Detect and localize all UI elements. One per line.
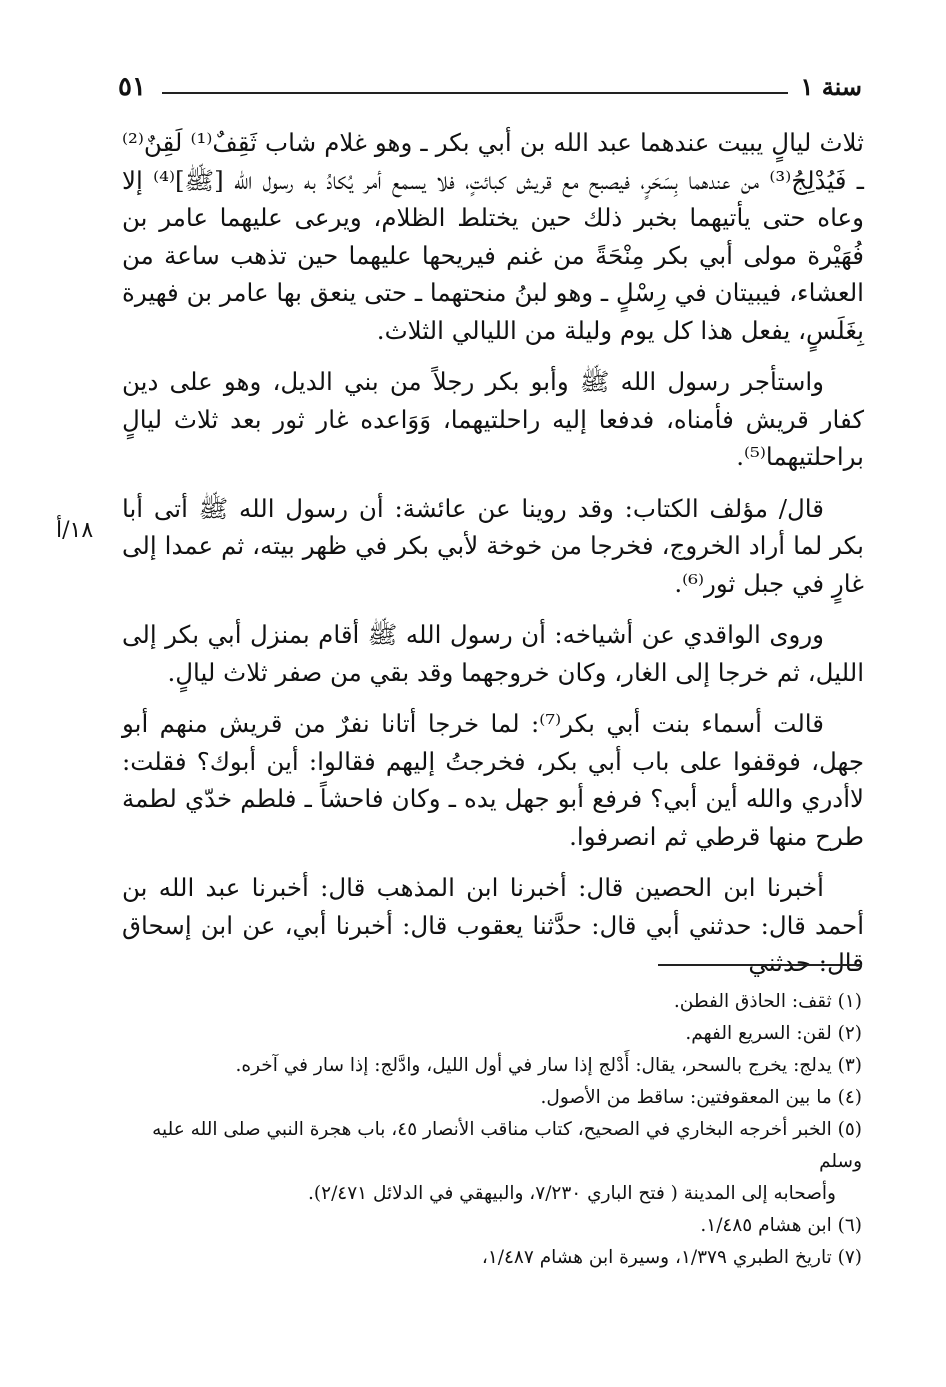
footnote: (١) ثقف: الحاذق الفطن. [673, 991, 862, 1012]
footnote: (٦) ابن هشام ١/٤٨٥. [700, 1215, 862, 1236]
paragraph: وروى الواقدي عن أشياخه: أن رسول الله ﷺ أقام بمنزل أبي بكر إلى الليل، ثم خرجا إلى الغار، وكان خروجهما وقد بقي من صفر ثلاث ليالٍ. [122, 620, 864, 687]
footnote-rule [658, 964, 862, 966]
header-rule [162, 92, 788, 94]
footnote: (٤) ما بين المعقوفتين: ساقط من الأصول. [540, 1087, 862, 1108]
footnote-continuation: وأصحابه إلى المدينة ( فتح الباري ٧/٢٣٠، والبيهقي في الدلائل ٢/٤٧١). [308, 1183, 836, 1204]
footnotes [122, 986, 862, 1274]
paragraph: واستأجر رسول الله ﷺ وأبو بكر رجلاً من بني الديل، وهو على دين كفار قريش فأمناه، فدفعا إليه راحلتيهما، وَوَاعده غار ثور بعد ثلاث ليالٍ براحلتيهما⁽⁵⁾. [122, 367, 864, 471]
footnote: (٣) يدلج: يخرج بالسحر، يقال: أَدْلج إذا سار في أول الليل، وادَّلج: إذا سار في آخره. [235, 1055, 862, 1076]
paragraph: ثلاث ليالٍ يبيت عندهما عبد الله بن أبي بكر ـ وهو غلام شاب ثَقِفٌ⁽¹⁾ لَقِنٌ⁽²⁾ ـ فَيُدْلِجُ⁽³⁾ من عندهما بِسَحَرٍ، فيصبح مع قريش كبائتٍ، فلا يسمع أمر يُكادُ به رسول الله [ﷺ]⁽⁴⁾ إلا وعاه حتى يأتيهما بخبر ذلك حين يختلط الظلام، ويرعى عليهما عامر بن فُهَيْرة مولى أبي بكر مِنْحَةً من غنم فيريحها عليهما حين تذهب ساعة من العشاء، فيبيتان في رِسْلٍ ـ وهو لبنُ منحتهما ـ حتى ينعق بها عامر بن فهيرة بِغَلَسٍ، يفعل هذا كل يوم وليلة من الليالي الثلاث. [122, 128, 864, 345]
main-text [122, 124, 864, 996]
page-number: ٥١ [118, 72, 146, 102]
paragraph: قالت أسماء بنت أبي بكر⁽⁷⁾: لما خرجا أتانا نفرٌ من قريش منهم أبو جهل، فوقفوا على باب أبي بكر، فخرجتُ إليهم فقالوا: أين أبوك؟ فقلت: لاأدري والله أين أبي؟ فرفع أبو جهل يده ـ وكان فاحشاً ـ فلطم خدّي لطمة طرح منها قرطي ثم انصرفوا. [122, 709, 864, 851]
running-header [118, 72, 862, 112]
footnote: (٢) لقن: السريع الفهم. [685, 1023, 862, 1044]
footnote: (٧) تاريخ الطبري ١/٣٧٩، وسيرة ابن هشام ١/٤٨٧، [481, 1247, 862, 1268]
margin-folio-note: ١٨/أ [56, 518, 94, 543]
footnote: (٥) الخبر أخرجه البخاري في الصحيح، كتاب مناقب الأنصار ٤٥، باب هجرة النبي صلى الله عليه وسلم [152, 1119, 862, 1172]
header-title: سنة ١ [800, 72, 862, 101]
paragraph: أخبرنا ابن الحصين قال: أخبرنا ابن المذهب قال: أخبرنا عبد الله بن أحمد قال: حدثني أبي قال: حدَّثنا يعقوب قال: أخبرنا أبي، عن ابن إسحاق قال: حدثني [122, 873, 864, 977]
paragraph: قال/ مؤلف الكتاب: وقد روينا عن عائشة: أن رسول الله ﷺ أتى أبا بكر لما أراد الخروج، فخرجا من خوخة لأبي بكر في ظهر بيته، ثم عمدا إلى غارٍ في جبل ثور⁽⁶⁾. [122, 493, 864, 598]
